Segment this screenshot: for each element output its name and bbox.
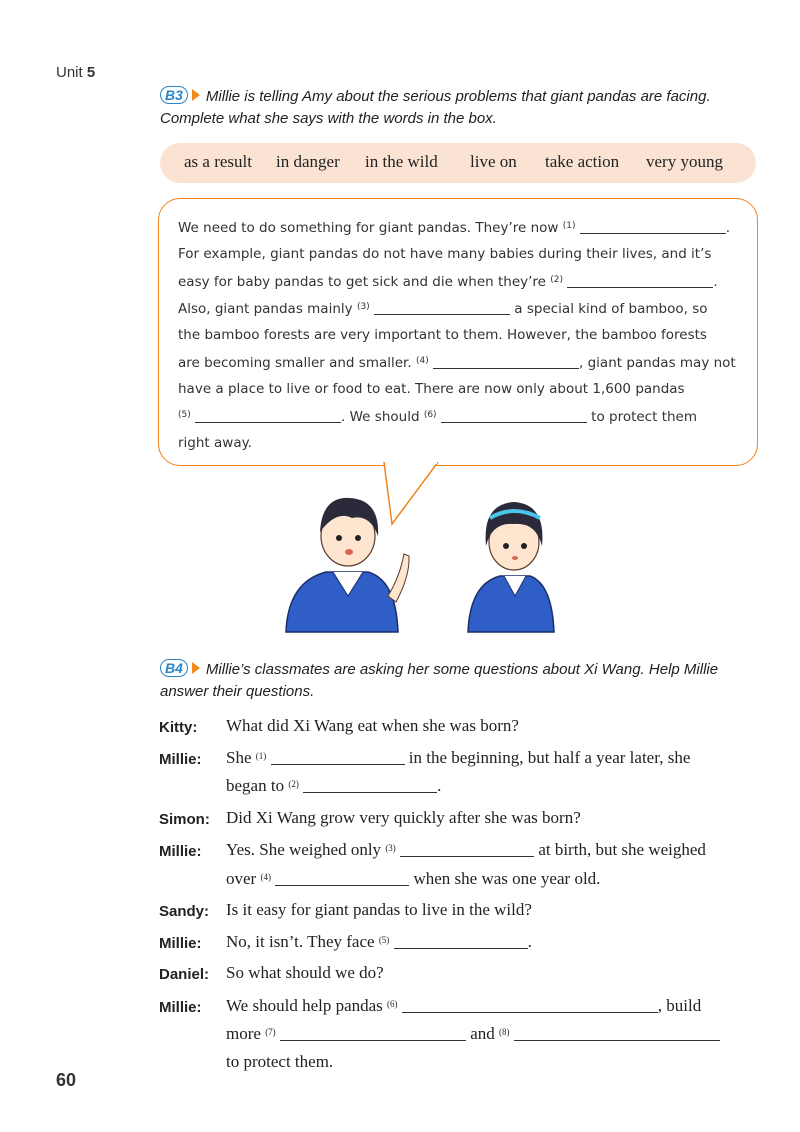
text: and bbox=[470, 1024, 495, 1043]
blank-2[interactable] bbox=[567, 273, 713, 288]
blank-1[interactable] bbox=[580, 219, 726, 234]
text: We should help pandas bbox=[226, 996, 383, 1015]
dialogue-line-5 bbox=[226, 900, 532, 920]
dialogue-line-4b bbox=[226, 869, 600, 889]
blank-number: (3) bbox=[385, 843, 396, 853]
blank-number: (5) bbox=[178, 410, 191, 420]
text: more bbox=[226, 1024, 261, 1043]
b4-instruction bbox=[160, 659, 760, 703]
text: , giant pandas may not bbox=[579, 355, 736, 371]
blank-number: (3) bbox=[356, 302, 370, 312]
blank-number: (5) bbox=[378, 935, 390, 945]
speaker-millie: Millie: bbox=[159, 999, 202, 1016]
text: . bbox=[725, 220, 731, 236]
text: a special kind of bamboo, so bbox=[514, 301, 708, 317]
dialogue-line-7 bbox=[226, 963, 384, 983]
answer-blank-4[interactable] bbox=[275, 871, 409, 886]
text: to protect them. bbox=[226, 1052, 334, 1071]
page-number: 60 bbox=[56, 1070, 77, 1090]
answer-blank-7[interactable] bbox=[280, 1026, 466, 1041]
dialogue-line-3 bbox=[226, 808, 581, 828]
blank-number: (6) bbox=[423, 410, 437, 420]
speaker-millie: Millie: bbox=[159, 935, 202, 952]
dialogue-line-1 bbox=[226, 716, 519, 736]
answer-blank-2[interactable] bbox=[303, 778, 437, 793]
text: We need to do something for giant pandas. They’re now bbox=[178, 220, 559, 236]
text: in the beginning, but half a year later, she bbox=[408, 748, 691, 767]
text: Is it easy for giant pandas to live in the wild? bbox=[226, 900, 532, 919]
blank-6[interactable] bbox=[441, 408, 587, 423]
text: For example, giant pandas do not have many babies during their lives, and it’s bbox=[178, 246, 712, 262]
bubble-line-2 bbox=[178, 246, 738, 262]
text: have a place to live or food to eat. There are now only about 1,600 pandas bbox=[178, 381, 685, 397]
unit-number: 5 bbox=[86, 64, 96, 81]
blank-number: (7) bbox=[265, 1027, 276, 1037]
b4-instruction-line2: answer their questions. bbox=[160, 683, 315, 700]
millie-figure bbox=[286, 498, 409, 632]
text: the bamboo forests are very important to them. However, the bamboo forests bbox=[178, 327, 707, 343]
dialogue-line-2b bbox=[226, 776, 441, 796]
bubble-line-6 bbox=[178, 354, 738, 371]
blank-number: (2) bbox=[288, 779, 299, 789]
answer-blank-6[interactable] bbox=[402, 998, 658, 1013]
blank-5[interactable] bbox=[195, 408, 341, 423]
bubble-line-1 bbox=[178, 219, 738, 236]
text: easy for baby pandas to get sick and die when they’re bbox=[178, 274, 546, 290]
text: at birth, but she weighed bbox=[538, 840, 706, 859]
text: to protect them bbox=[591, 409, 697, 425]
text: over bbox=[226, 869, 257, 888]
answer-blank-1[interactable] bbox=[271, 750, 405, 765]
text: What did Xi Wang eat when she was born? bbox=[226, 716, 519, 735]
blank-3[interactable] bbox=[374, 300, 510, 315]
speaker-millie: Millie: bbox=[159, 751, 202, 768]
text: So what should we do? bbox=[226, 963, 384, 982]
bubble-line-9 bbox=[178, 435, 738, 451]
text: She bbox=[226, 748, 252, 767]
b3-instruction bbox=[160, 86, 760, 130]
text: Yes. She weighed only bbox=[226, 840, 382, 859]
text: , build bbox=[657, 996, 702, 1015]
bubble-line-5 bbox=[178, 327, 738, 343]
dialogue-line-8c bbox=[226, 1052, 333, 1072]
blank-number: (1) bbox=[562, 221, 576, 231]
b4-instruction-line1: Millie’s classmates are asking her some questions about Xi Wang. Help Millie bbox=[205, 661, 719, 678]
bubble-line-7 bbox=[178, 381, 738, 397]
text: began to bbox=[226, 776, 285, 795]
word-option: in the wild bbox=[365, 152, 438, 171]
unit-label: Unit bbox=[56, 64, 83, 81]
dialogue-line-4 bbox=[226, 840, 706, 860]
text: are becoming smaller and smaller. bbox=[178, 355, 412, 371]
text: . We should bbox=[341, 409, 420, 425]
text: Did Xi Wang grow very quickly after she was born? bbox=[226, 808, 581, 827]
word-option: very young bbox=[646, 152, 723, 171]
text: right away. bbox=[178, 435, 252, 451]
play-arrow-icon bbox=[192, 662, 200, 674]
text: when she was one year old. bbox=[413, 869, 601, 888]
word-option: in danger bbox=[276, 152, 340, 171]
dialogue-line-8 bbox=[226, 996, 701, 1016]
answer-blank-5[interactable] bbox=[394, 934, 528, 949]
speaker-sandy: Sandy: bbox=[159, 903, 210, 920]
amy-figure bbox=[468, 502, 554, 632]
blank-number: (8) bbox=[498, 1027, 510, 1037]
text: Also, giant pandas mainly bbox=[178, 301, 353, 317]
text: . bbox=[437, 776, 442, 795]
text: No, it isn’t. They face bbox=[226, 932, 375, 951]
blank-number: (4) bbox=[415, 356, 429, 366]
bubble-line-3 bbox=[178, 273, 738, 290]
dialogue-line-8b bbox=[226, 1024, 720, 1044]
answer-blank-8[interactable] bbox=[514, 1026, 720, 1041]
speaker-millie: Millie: bbox=[159, 843, 202, 860]
millie-amy-illustration bbox=[278, 484, 568, 634]
b3-instruction-line2: Complete what she says with the words in the box. bbox=[160, 110, 497, 127]
b3-badge: B3 bbox=[160, 86, 188, 104]
blank-number: (1) bbox=[255, 751, 267, 761]
word-option: as a result bbox=[184, 152, 252, 171]
speaker-simon: Simon: bbox=[159, 811, 210, 828]
dialogue-line-6 bbox=[226, 932, 532, 952]
word-option: take action bbox=[545, 152, 620, 171]
blank-number: (6) bbox=[387, 999, 398, 1009]
bubble-line-4 bbox=[178, 300, 738, 317]
dialogue-line-2 bbox=[226, 748, 690, 768]
play-arrow-icon bbox=[192, 89, 200, 101]
b3-instruction-line1: Millie is telling Amy about the serious problems that giant pandas are facing. bbox=[205, 88, 711, 105]
blank-4[interactable] bbox=[433, 354, 579, 369]
answer-blank-3[interactable] bbox=[400, 842, 534, 857]
blank-number: (4) bbox=[260, 872, 271, 882]
speaker-daniel: Daniel: bbox=[159, 966, 210, 983]
text: . bbox=[527, 932, 532, 951]
unit-header bbox=[56, 64, 95, 81]
bubble-line-8 bbox=[178, 408, 738, 425]
b4-badge: B4 bbox=[160, 659, 188, 677]
text: . bbox=[713, 274, 718, 290]
word-box bbox=[160, 143, 756, 183]
word-option: live on bbox=[470, 152, 517, 171]
speaker-kitty: Kitty: bbox=[159, 719, 198, 736]
blank-number: (2) bbox=[550, 275, 564, 285]
